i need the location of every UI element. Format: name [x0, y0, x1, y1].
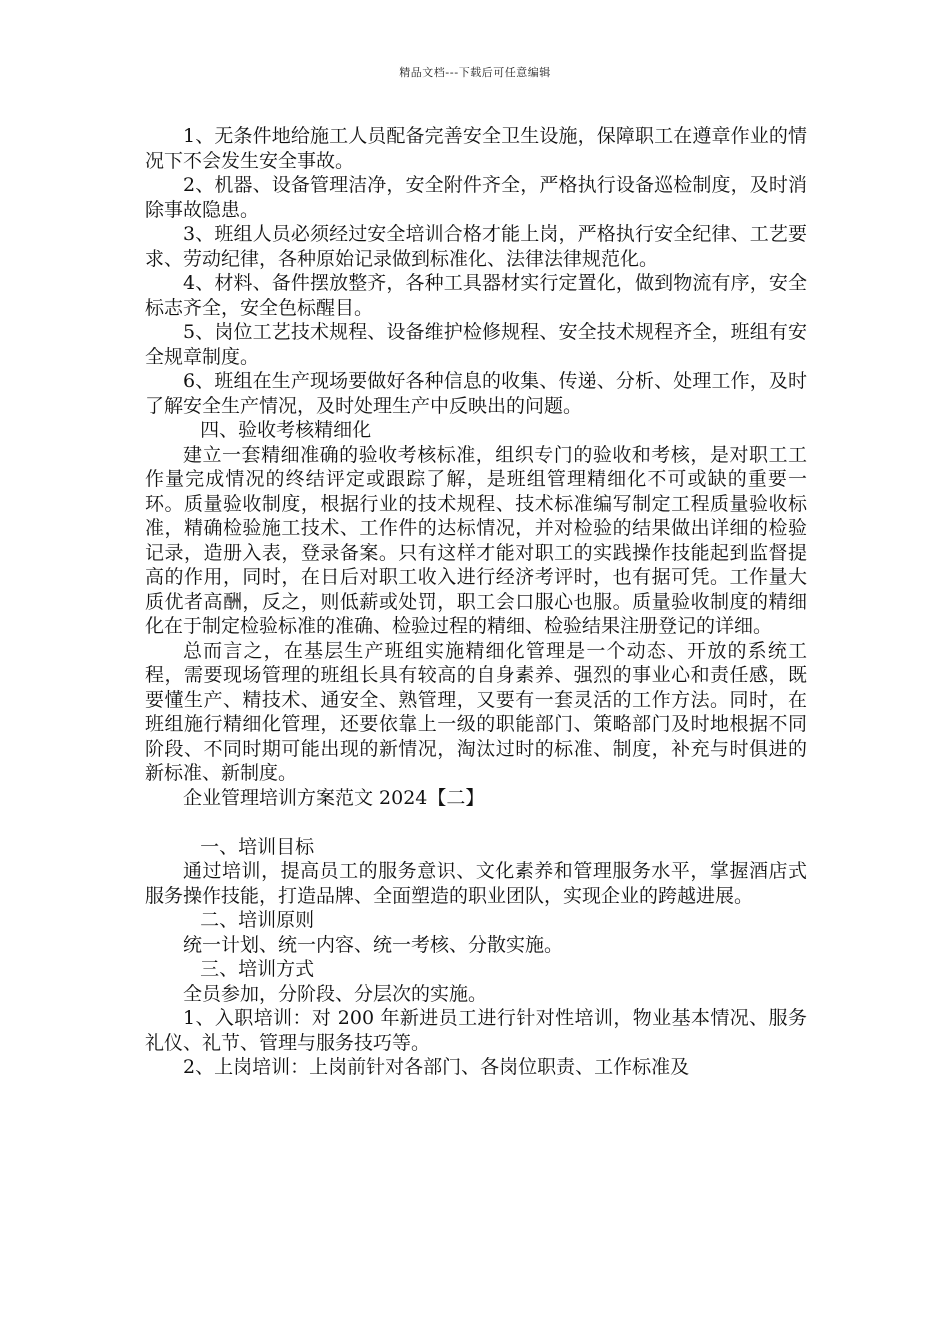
paragraph-onboarding: 1、入职培训：对 200 年新进员工进行针对性培训，物业基本情况、服务礼仪、礼节、管理与服务技巧等。: [145, 1007, 807, 1054]
section-heading-goal: 一、培训目标: [200, 835, 315, 858]
paragraph-safety-5: 5、岗位工艺技术规程、设备维护检修规程、安全技术规程齐全，班组有安全规章制度。: [145, 321, 807, 368]
section-heading-method: 三、培训方式: [200, 958, 315, 980]
paragraph-safety-4: 4、材料、备件摆放整齐，各种工具器材实行定置化，做到物流有序，安全标志齐全，安全色标醒目。: [145, 272, 807, 319]
paragraph-principle: 统一计划、统一内容、统一考核、分散实施。: [183, 933, 564, 956]
paragraph-safety-6: 6、班组在生产现场要做好各种信息的收集、传递、分析、处理工作，及时了解安全生产情况，及时处理生产中反映出的问题。: [145, 370, 807, 417]
paragraph-acceptance: 建立一套精细准确的验收考核标准，组织专门的验收和考核，是对职工工作量完成情况的终结评定或跟踪了解，是班组管理精细化不可或缺的重要一环。质量验收制度，根据行业的技术规程、技术标准编写制定工程质量验收标准，精确检验施工技术、工作件的达标情况，并对检验的结果做出详细的检验记录，造册入表，登录备案。只有这样才能对职工的实践操作技能起到监督提高的作用，同时，在日后对职工收入进行经济考评时，也有据可凭。工作量大质优者高酬，反之，则低薪或处罚，职工会口服心也服。质量验收制度的精细化在于制定检验标准的准确、检验过程的精细、检验结果注册登记的详细。: [145, 443, 807, 637]
section-heading-principle: 二、培训原则: [200, 909, 315, 931]
section-heading-acceptance: 四、验收考核精细化: [200, 419, 372, 441]
paragraph-safety-1: 1、无条件地给施工人员配备完善安全卫生设施，保障职工在遵章作业的情况下不会发生安全事故。: [145, 125, 807, 172]
page-header: 精品文档---下载后可任意编辑: [399, 66, 551, 79]
paragraph-conclusion: 总而言之，在基层生产班组实施精细化管理是一个动态、开放的系统工程，需要现场管理的班组长具有较高的自身素养、强烈的事业心和责任感，既要懂生产、精技术、通安全、熟管理，又要有一套灵活的工作方法。同时，在班组施行精细化管理，还要依靠上一级的职能部门、策略部门及时地根据不同阶段、不同时期可能出现的新情况，淘汰过时的标准、制度，补充与时俱进的新标准、新制度。: [145, 639, 807, 784]
document-body: [145, 124, 807, 1080]
paragraph-method: 全员参加，分阶段、分层次的实施。: [183, 982, 488, 1005]
document-subtitle: 企业管理培训方案范文 2024【二】: [183, 786, 485, 809]
paragraph-pre-job: 2、上岗培训：上岗前针对各部门、各岗位职责、工作标准及: [183, 1056, 690, 1078]
paragraph-safety-2: 2、机器、设备管理洁净，安全附件齐全，严格执行设备巡检制度，及时消除事故隐患。: [145, 174, 807, 221]
paragraph-goal: 通过培训，提高员工的服务意识、文化素养和管理服务水平，掌握酒店式服务操作技能，打造品牌、全面塑造的职业团队，实现企业的跨越进展。: [145, 860, 807, 907]
blank-line: [145, 810, 807, 835]
paragraph-safety-3: 3、班组人员必须经过安全培训合格才能上岗，严格执行安全纪律、工艺要求、劳动纪律，各种原始记录做到标准化、法律法律规范化。: [145, 223, 807, 270]
